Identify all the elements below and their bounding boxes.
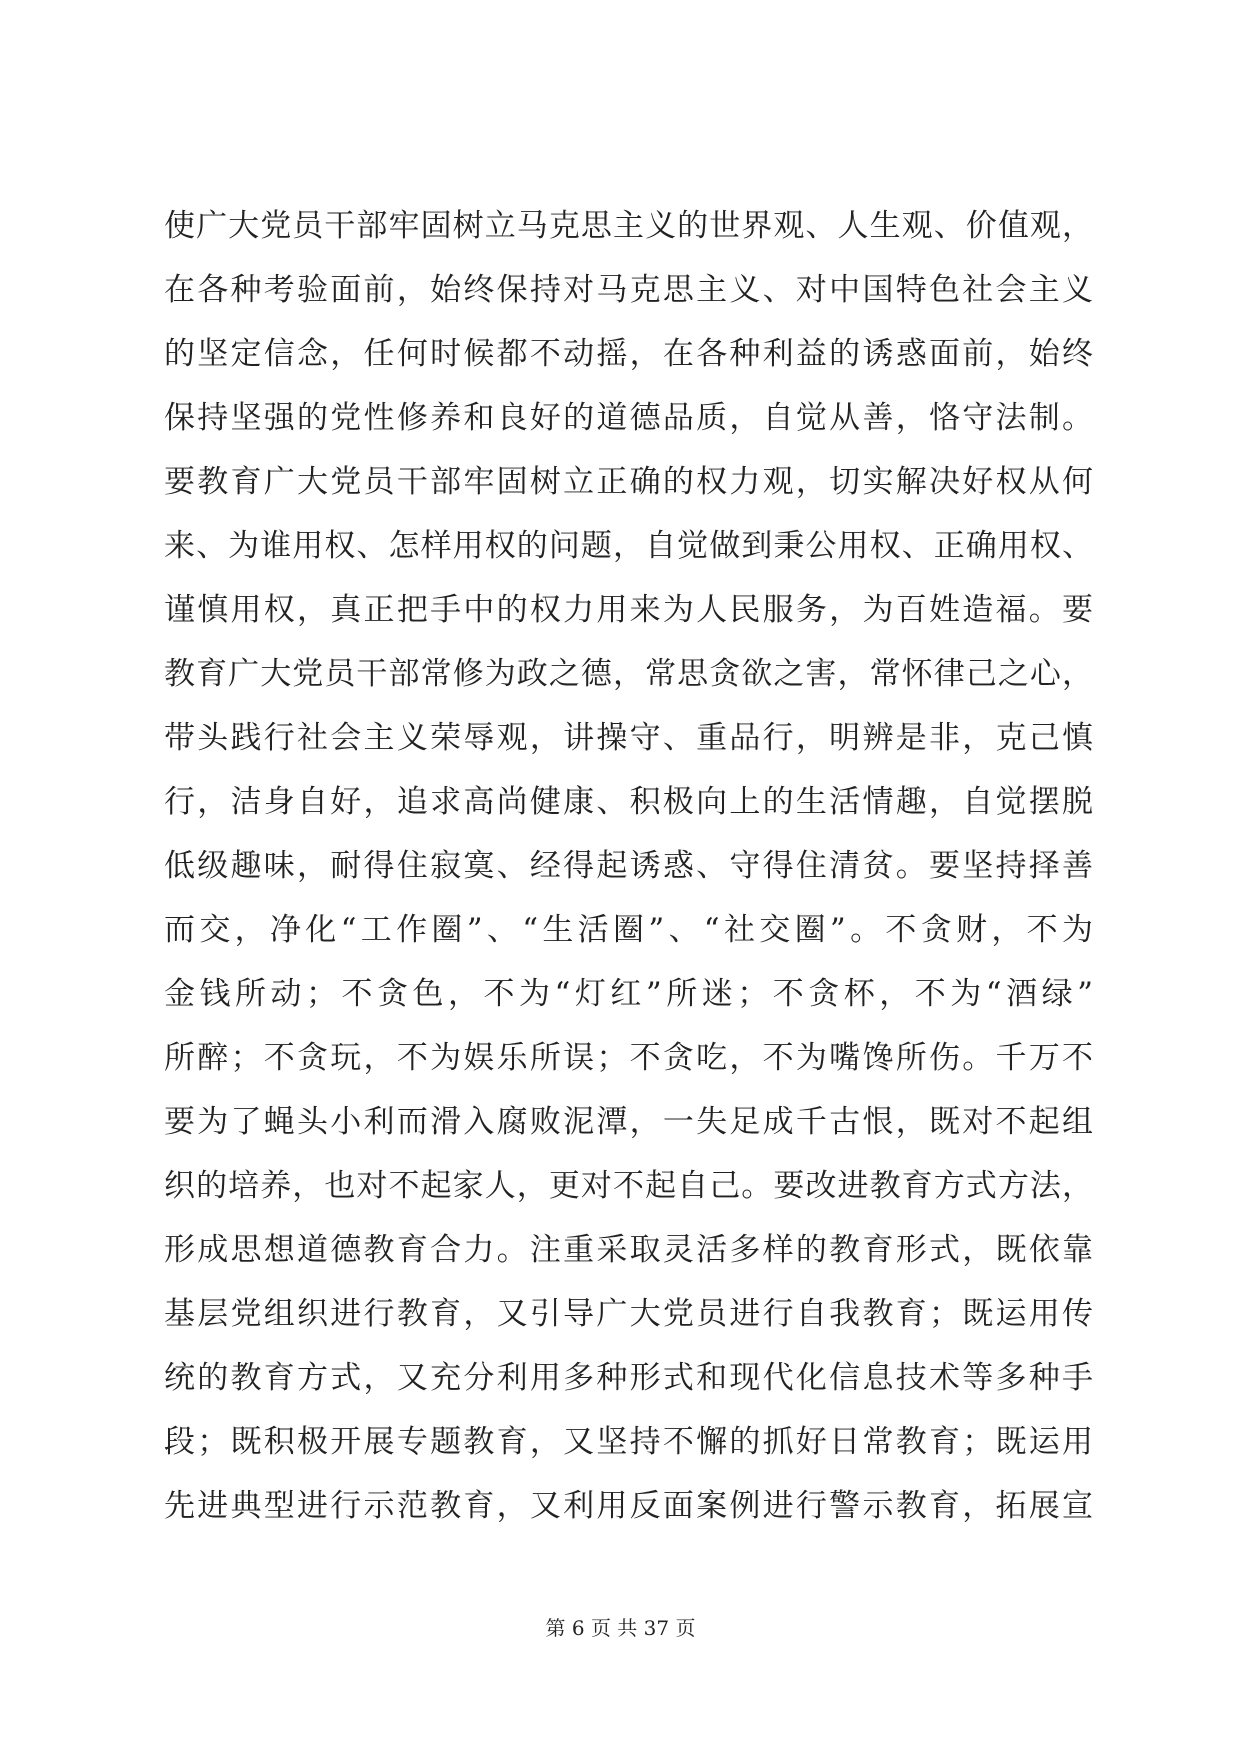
text-line: 统的教育方式，又充分利用多种形式和现代化信息技术等多种手 xyxy=(164,1360,1094,1396)
text-line: 来、为谁用权、怎样用权的问题，自觉做到秉公用权、正确用权、 xyxy=(164,528,1094,564)
text-line: 的坚定信念，任何时候都不动摇，在各种利益的诱惑面前，始终 xyxy=(164,336,1094,372)
text-line: 基层党组织进行教育，又引导广大党员进行自我教育；既运用传 xyxy=(164,1296,1094,1332)
text-line: 所醉；不贪玩，不为娱乐所误；不贪吃，不为嘴馋所伤。千万不 xyxy=(164,1040,1094,1076)
text-line: 教育广大党员干部常修为政之德，常思贪欲之害，常怀律己之心， xyxy=(164,656,1094,692)
text-line: 行，洁身自好，追求高尚健康、积极向上的生活情趣，自觉摆脱 xyxy=(164,784,1094,820)
text-line: 低级趣味，耐得住寂寞、经得起诱惑、守得住清贫。要坚持择善 xyxy=(164,848,1094,884)
text-line: 要为了蝇头小利而滑入腐败泥潭，一失足成千古恨，既对不起组 xyxy=(164,1104,1094,1140)
text-line: 而交，净化“工作圈”、“生活圈”、“社交圈”。不贪财，不为 xyxy=(164,912,1094,948)
text-line: 使广大党员干部牢固树立马克思主义的世界观、人生观、价值观， xyxy=(164,208,1094,244)
text-line: 先进典型进行示范教育，又利用反面案例进行警示教育，拓展宣 xyxy=(164,1488,1094,1524)
text-line: 织的培养，也对不起家人，更对不起自己。要改进教育方式方法， xyxy=(164,1168,1094,1204)
text-line: 要教育广大党员干部牢固树立正确的权力观，切实解决好权从何 xyxy=(164,464,1094,500)
page-footer: 第 6 页 共 37 页 xyxy=(545,1616,696,1640)
text-line: 金钱所动；不贪色，不为“灯红”所迷；不贪杯，不为“酒绿” xyxy=(164,976,1094,1012)
text-line: 谨慎用权，真正把手中的权力用来为人民服务，为百姓造福。要 xyxy=(164,592,1094,628)
text-line: 带头践行社会主义荣辱观，讲操守、重品行，明辨是非，克己慎 xyxy=(164,720,1094,756)
body-text xyxy=(164,194,1094,1538)
text-line: 在各种考验面前，始终保持对马克思主义、对中国特色社会主义 xyxy=(164,272,1094,308)
text-line: 形成思想道德教育合力。注重采取灵活多样的教育形式，既依靠 xyxy=(164,1232,1094,1268)
text-line: 段；既积极开展专题教育，又坚持不懈的抓好日常教育；既运用 xyxy=(164,1424,1094,1460)
text-line: 保持坚强的党性修养和良好的道德品质，自觉从善，恪守法制。 xyxy=(164,400,1094,436)
